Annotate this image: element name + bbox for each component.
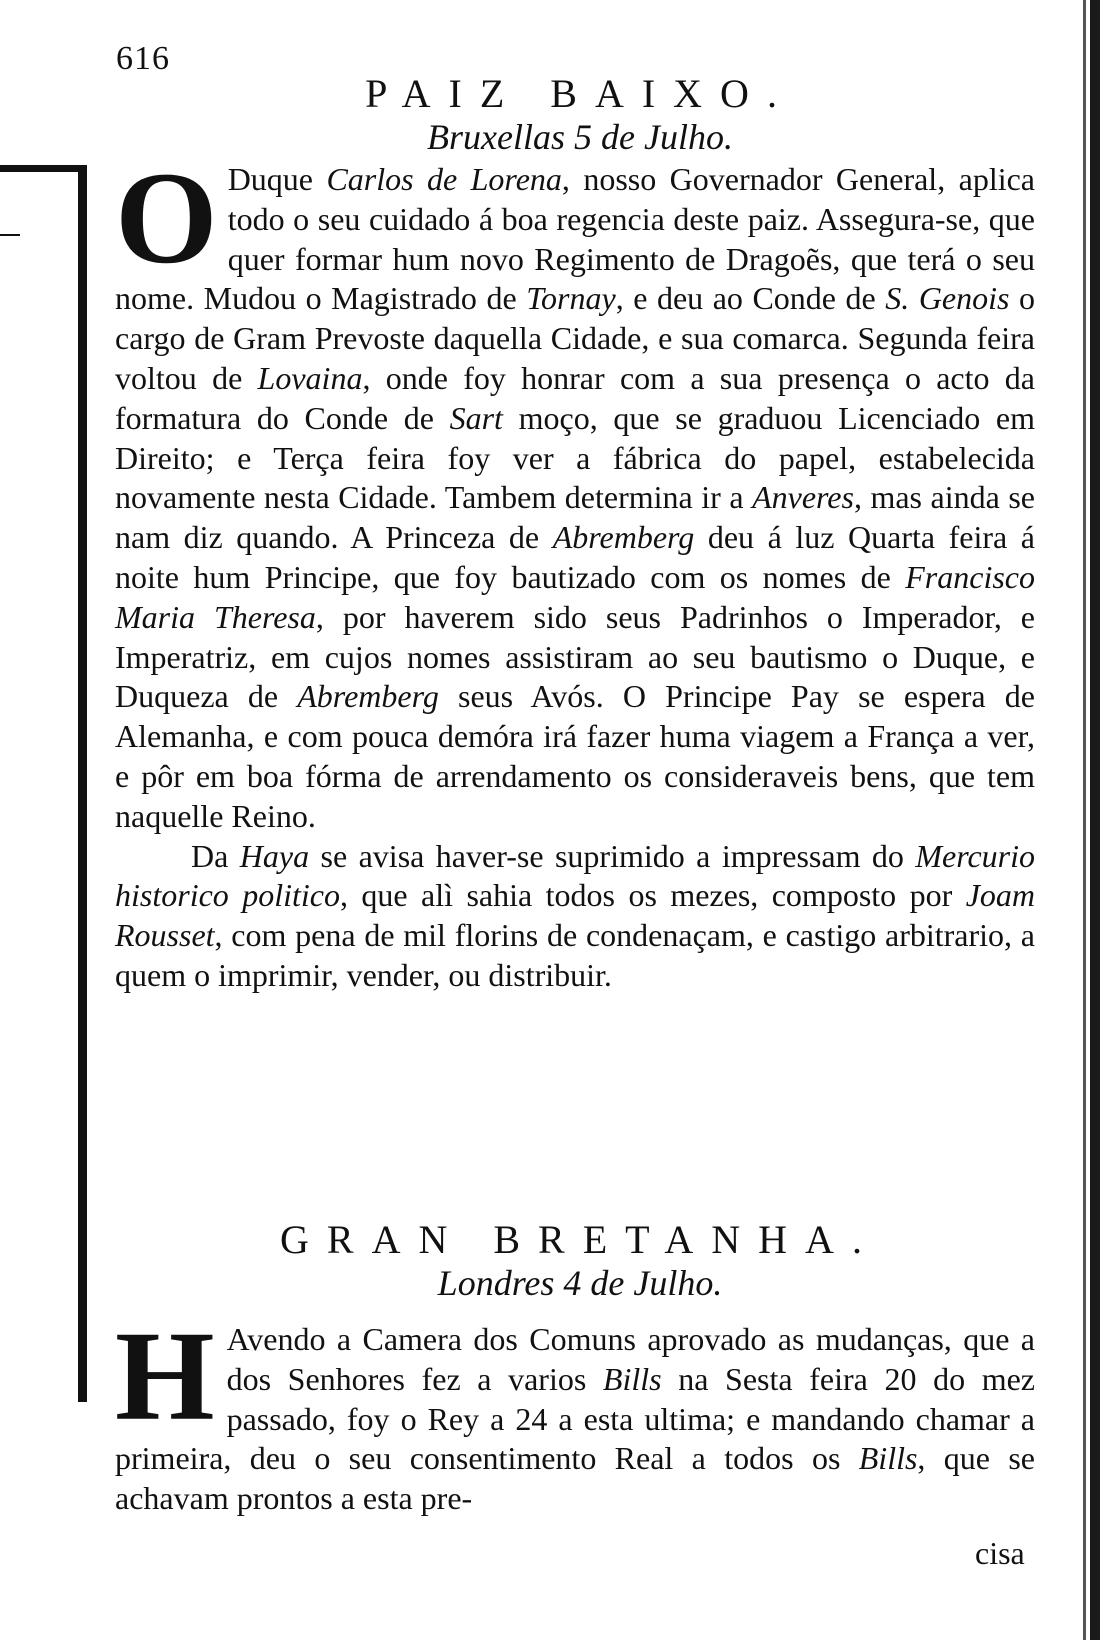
text-run: Da xyxy=(191,837,240,874)
italic-name: Mercurio historico politico xyxy=(115,837,1035,914)
article-body-paiz-baixo xyxy=(115,144,1036,996)
page-edge-line xyxy=(1083,0,1086,1640)
text-run: Duque xyxy=(227,161,327,197)
text-run: , que alì sahia todos os mezes, composto por xyxy=(339,877,966,914)
italic-name: Haya xyxy=(239,837,310,874)
catchword: cisa xyxy=(975,1535,1025,1571)
dateline-bruxellas: Bruxellas 5 de Julho. xyxy=(427,117,733,157)
text-run: , onde foy honrar com a sua presença o acto da formatura do Conde de xyxy=(115,359,1035,436)
text-run: deu á luz Quarta feira á noite hum Principe, que foy bautizado com os nomes de xyxy=(115,519,1036,595)
paragraph xyxy=(115,1305,1035,1519)
section-heading-paiz-baixo: PAIZ BAIXO. xyxy=(365,71,795,116)
section-heading-gran-bretanha: GRAN BRETANHA. xyxy=(280,1217,880,1262)
text-run: o cargo de Gram Prevoste daquella Cidade, e sua comarca. Segunda feira voltou de xyxy=(115,280,1036,396)
italic-name: Lovaina xyxy=(257,359,363,396)
drop-cap: H xyxy=(115,1305,215,1447)
italic-name: Sart xyxy=(449,399,503,436)
italic-name: Tornay xyxy=(526,280,616,317)
frame-tick-mark xyxy=(0,234,20,236)
text-run: Avendo a Camera dos Comuns aprovado as mudanças, que a dos Senhores fez a varios xyxy=(226,1321,1035,1397)
italic-name: Bills xyxy=(858,1440,918,1477)
paragraph xyxy=(115,837,1035,996)
text-run: seus Avós. O Principe Pay se espera de Alemanha, e com pouca demóra irá fazer huma viagem a França a ver, e pôr em boa fórma de arrendamento os consideraveis bens, que tem naquelle Reino. xyxy=(115,678,1036,834)
text-run: na Sesta feira 20 do mez passado, foy o Rey a 24 a esta ultima; e mandando chamar a primeira, deu o seu consentimento Real a todos os xyxy=(115,1360,1035,1477)
italic-name: Francisco Maria Theresa xyxy=(115,558,1035,635)
text-run: , com pena de mil florins de condenaçam, e castigo arbitrario, a quem o imprimir, vender, ou distribuir. xyxy=(115,917,1035,993)
italic-name: Bills xyxy=(602,1360,662,1397)
drop-cap: O xyxy=(115,144,218,291)
italic-name: Anveres xyxy=(752,479,854,516)
dateline-londres: Londres 4 de Julho. xyxy=(437,1263,723,1303)
italic-name: Carlos de Lorena xyxy=(326,161,562,197)
text-run: moço, que se graduou Licenciado em Direito; e Terça feira foy ver a fábrica do papel, estabelecida novamente nesta Cidade. Tambem determina ir a xyxy=(115,399,1036,516)
italic-name: S. Genois xyxy=(885,280,1010,317)
text-run: , mas ainda se nam diz quando. A Princeza de xyxy=(115,479,1036,556)
italic-name: Joam Rousset xyxy=(115,877,1036,954)
text-run: , que se achavam prontos a esta pre- xyxy=(115,1440,1035,1517)
page-number: 616 xyxy=(116,40,170,77)
italic-name: Abremberg xyxy=(297,678,439,715)
text-run: , nosso Governador General, aplica todo o seu cuidado á boa regencia deste paiz. Assegura-se, que quer formar hum novo Regimento de Dragoẽs, que terá o seu nome. Mudou o Magistrado de xyxy=(115,161,1036,317)
text-run: se avisa haver-se suprimido a impressam do xyxy=(309,837,916,874)
paragraph xyxy=(115,144,1036,837)
text-run: , e deu ao Conde de xyxy=(615,280,886,317)
page-edge-shadow xyxy=(1090,0,1100,1640)
article-body-gran-bretanha xyxy=(115,1305,1035,1519)
text-run: , por haverem sido seus Padrinhos o Imperador, e Imperatriz, em cujos nomes assistiram ao seu bautismo o Duque, e Duqueza de xyxy=(115,598,1036,715)
italic-name: Abremberg xyxy=(552,519,695,556)
adjacent-page-frame xyxy=(0,165,87,1402)
